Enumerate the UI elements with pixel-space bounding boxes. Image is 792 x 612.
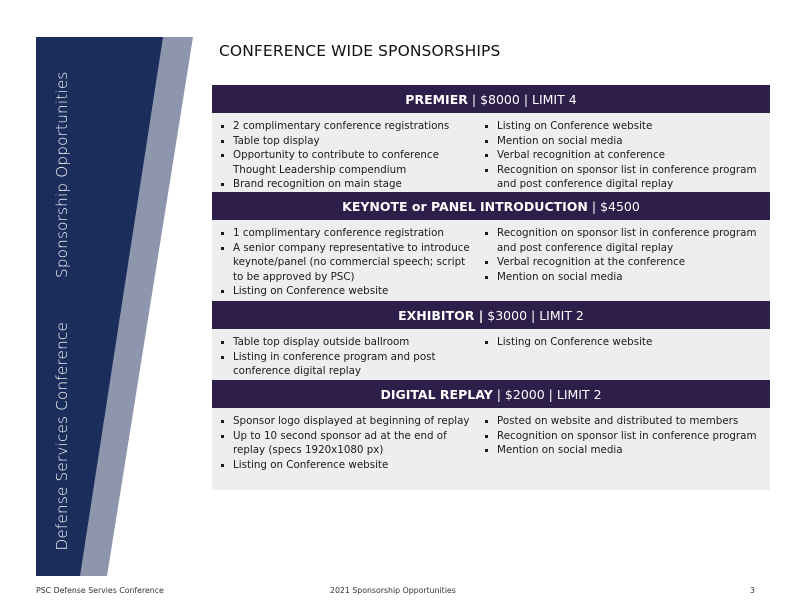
benefits-right-list xyxy=(484,226,764,284)
list-item: 1 complimentary conference registration xyxy=(220,226,478,241)
footer-center-text: 2021 Sponsorship Opportunities xyxy=(330,586,456,595)
section-header-keynote xyxy=(212,192,770,220)
section-body-keynote xyxy=(212,220,770,301)
section-name: DIGITAL REPLAY xyxy=(380,386,493,402)
list-item: 2 complimentary conference registrations xyxy=(220,119,478,134)
footer-left-text: PSC Defense Servies Conference xyxy=(36,586,164,595)
banner-shapes xyxy=(0,0,200,590)
section-name: KEYNOTE or PANEL INTRODUCTION xyxy=(342,198,588,214)
page-title: CONFERENCE WIDE SPONSORSHIPS xyxy=(219,42,501,60)
list-item: Listing on Conference website xyxy=(484,335,764,350)
section-header-premier xyxy=(212,85,770,113)
list-item: Sponsor logo displayed at beginning of replay xyxy=(220,414,478,429)
section-body-premier xyxy=(212,113,770,192)
benefits-left-list xyxy=(220,414,478,472)
section-body-exhibitor xyxy=(212,329,770,380)
list-item: Listing on Conference website xyxy=(220,284,478,299)
section-details: | $4500 xyxy=(591,198,640,214)
section-body-digital-replay xyxy=(212,408,770,490)
benefits-right-list xyxy=(484,414,764,458)
section-name: PREMIER xyxy=(405,91,468,107)
footer-page-number: 3 xyxy=(750,586,755,595)
benefits-left-list xyxy=(220,119,478,192)
list-item: Mention on social media xyxy=(484,134,764,149)
list-item: Recognition on sponsor list in conference program and post conference digital replay xyxy=(484,226,764,255)
list-item: Brand recognition on main stage xyxy=(220,177,478,192)
banner-vertical-title xyxy=(53,71,71,550)
list-item: A senior company representative to introduce keynote/panel (no commercial speech; script to be approved by PSC) xyxy=(220,241,478,285)
section-details: | $2000 | LIMIT 2 xyxy=(496,386,602,402)
section-name: EXHIBITOR | xyxy=(398,307,484,323)
list-item: Table top display xyxy=(220,134,478,149)
list-item: Listing on Conference website xyxy=(220,458,478,473)
list-item: Listing on Conference website xyxy=(484,119,764,134)
benefits-right-list xyxy=(484,335,764,350)
section-header-exhibitor xyxy=(212,301,770,329)
list-item: Mention on social media xyxy=(484,270,764,285)
list-item: Verbal recognition at conference xyxy=(484,148,764,163)
list-item: Verbal recognition at the conference xyxy=(484,255,764,270)
list-item: Table top display outside ballroom xyxy=(220,335,478,350)
side-banner xyxy=(0,0,200,590)
section-details: $3000 | LIMIT 2 xyxy=(487,307,584,323)
benefits-right-list xyxy=(484,119,764,192)
list-item: Listing in conference program and post conference digital replay xyxy=(220,350,478,379)
list-item: Opportunity to contribute to conference Thought Leadership compendium xyxy=(220,148,478,177)
banner-line-2: Sponsorship Opportunities xyxy=(53,71,71,279)
benefits-left-list xyxy=(220,335,478,379)
list-item: Recognition on sponsor list in conference program xyxy=(484,429,764,444)
benefits-left-list xyxy=(220,226,478,299)
banner-line-1: Defense Services Conference xyxy=(53,322,71,551)
list-item: Posted on website and distributed to members xyxy=(484,414,764,429)
list-item: Mention on social media xyxy=(484,443,764,458)
section-header-digital-replay xyxy=(212,380,770,408)
list-item: Up to 10 second sponsor ad at the end of replay (specs 1920x1080 px) xyxy=(220,429,478,458)
section-details: | $8000 | LIMIT 4 xyxy=(471,91,577,107)
list-item: Recognition on sponsor list in conference program and post conference digital replay xyxy=(484,163,764,192)
